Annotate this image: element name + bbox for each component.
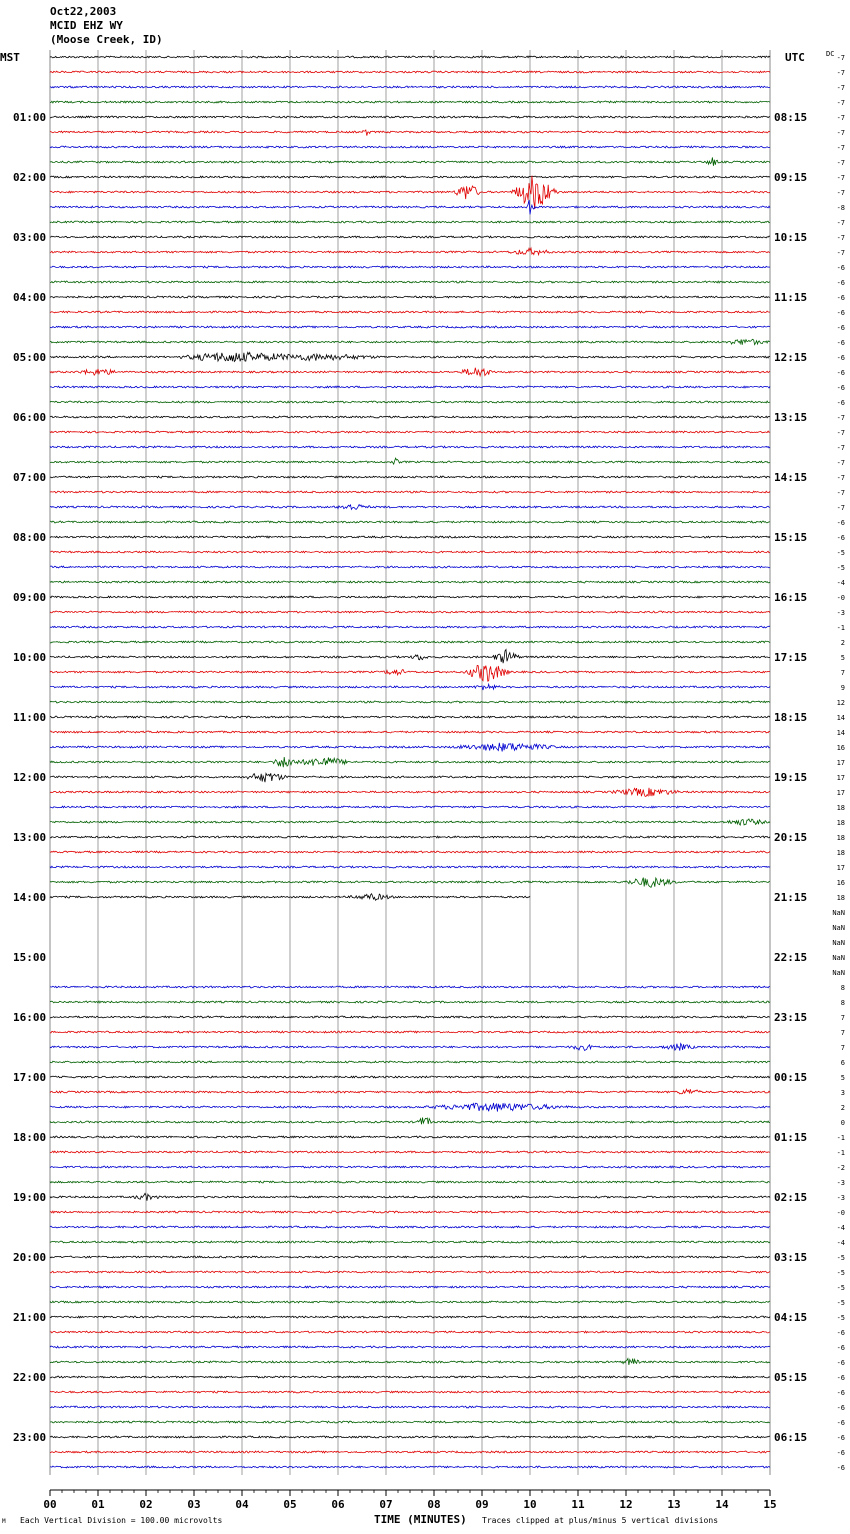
dc-offset-label: 7	[840, 1044, 845, 1052]
mst-hour-label: 08:00	[13, 531, 47, 544]
dc-offset-label: -4	[836, 1239, 845, 1247]
dc-offset-label: -1	[836, 1134, 845, 1142]
dc-offset-label: -5	[836, 1314, 845, 1322]
dc-offset-label: -7	[836, 459, 845, 467]
x-tick-label: 04	[235, 1498, 249, 1511]
x-tick-label: 14	[715, 1498, 729, 1511]
utc-hour-label: 22:15	[774, 951, 808, 964]
utc-hour-label: 08:15	[774, 111, 808, 124]
dc-offset-label: -7	[836, 234, 845, 242]
dc-offset-label: -8	[836, 204, 845, 212]
dc-offset-label: -6	[836, 534, 845, 542]
dc-offset-label: -4	[836, 579, 845, 587]
dc-offset-label: 18	[836, 834, 845, 842]
utc-hour-label: 10:15	[774, 231, 808, 244]
seismic-trace	[50, 611, 770, 613]
dc-offset-label: -7	[836, 429, 845, 437]
dc-offset-label: -7	[836, 249, 845, 257]
dc-offset-label: -6	[836, 1464, 845, 1472]
dc-offset-label: -7	[836, 99, 845, 107]
seismic-trace	[50, 491, 770, 493]
x-tick-label: 10	[523, 1498, 537, 1511]
traces	[50, 56, 770, 1468]
seismic-trace	[50, 221, 770, 223]
mst-hour-label: 03:00	[13, 231, 47, 244]
seismic-trace	[50, 116, 770, 118]
seismic-trace	[50, 566, 770, 568]
dc-offset-label: NaN	[832, 969, 845, 977]
seismic-trace	[50, 743, 770, 752]
mst-hour-label: 16:00	[13, 1011, 47, 1024]
seismic-trace	[50, 352, 770, 361]
dc-offset-label: -7	[836, 504, 845, 512]
seismic-trace	[50, 1151, 770, 1153]
mst-hour-label: 23:00	[13, 1431, 47, 1444]
x-tick-label: 05	[283, 1498, 297, 1511]
dc-offset-label: -6	[836, 309, 845, 317]
dc-offset-label: -4	[836, 1224, 845, 1232]
seismic-trace	[50, 1103, 770, 1112]
seismic-trace	[50, 819, 770, 825]
dc-offset-label: -5	[836, 564, 845, 572]
seismic-trace	[50, 446, 770, 448]
mst-hour-label: 05:00	[13, 351, 47, 364]
mst-hour-label: 04:00	[13, 291, 47, 304]
dc-offset-label: -5	[836, 1299, 845, 1307]
mst-hour-label: 13:00	[13, 831, 47, 844]
seismic-trace	[50, 1466, 770, 1468]
mst-hour-label: 06:00	[13, 411, 47, 424]
dc-offset-label: -2	[836, 1164, 845, 1172]
dc-offset-label: -7	[836, 84, 845, 92]
mst-hour-label: 01:00	[13, 111, 47, 124]
dc-offset-label: -6	[836, 1404, 845, 1412]
dc-offset-label: -7	[836, 489, 845, 497]
seismic-trace	[50, 1451, 770, 1453]
dc-offset-label: -7	[836, 219, 845, 227]
left-axis-title: MST	[0, 51, 20, 64]
utc-hour-label: 04:15	[774, 1311, 808, 1324]
dc-offset-label: -3	[836, 1179, 845, 1187]
utc-hour-label: 13:15	[774, 411, 808, 424]
utc-hour-label: 14:15	[774, 471, 808, 484]
dc-offset-label: -6	[836, 1419, 845, 1427]
dc-offset-label: 0	[840, 1119, 845, 1127]
seismic-trace	[50, 1118, 770, 1125]
header-station: MCID EHZ WY	[50, 19, 123, 32]
dc-offset-label: NaN	[832, 909, 845, 917]
dc-offset-label: -5	[836, 1284, 845, 1292]
seismic-trace	[50, 281, 770, 283]
mst-hour-label: 09:00	[13, 591, 47, 604]
x-tick-label: 15	[763, 1498, 777, 1511]
seismic-trace	[50, 1001, 770, 1003]
dc-offset-label: 12	[836, 699, 845, 707]
x-tick-label: 02	[139, 1498, 153, 1511]
utc-hour-label: 16:15	[774, 591, 808, 604]
utc-hour-label: 01:15	[774, 1131, 808, 1144]
seismic-trace	[50, 176, 770, 209]
utc-hour-label: 03:15	[774, 1251, 808, 1264]
seismic-trace	[50, 1286, 770, 1288]
seismic-trace	[50, 296, 770, 298]
x-axis	[43, 1490, 776, 1511]
seismic-trace	[50, 1016, 770, 1018]
seismic-trace	[50, 157, 770, 165]
dc-offset-label: -6	[836, 1359, 845, 1367]
dc-offset-label: 2	[840, 639, 845, 647]
seismic-trace	[50, 851, 770, 853]
mst-hour-label: 11:00	[13, 711, 47, 724]
seismic-trace	[50, 1181, 770, 1183]
seismic-trace	[50, 1166, 770, 1168]
dc-offset-labels	[832, 54, 845, 1472]
dc-offset-label: 7	[840, 1014, 845, 1022]
utc-hour-label: 19:15	[774, 771, 808, 784]
dc-offset-label: 14	[836, 729, 845, 737]
dc-offset-label: -5	[836, 1269, 845, 1277]
seismic-trace	[50, 1391, 770, 1393]
dc-offset-label: -6	[836, 264, 845, 272]
dc-offset-label: -7	[836, 129, 845, 137]
dc-offset-label: NaN	[832, 954, 845, 962]
x-tick-label: 11	[571, 1498, 585, 1511]
dc-offset-label: -6	[836, 1344, 845, 1352]
dc-offset-label: -6	[836, 1329, 845, 1337]
dc-offset-label: 18	[836, 819, 845, 827]
mst-hour-label: 21:00	[13, 1311, 47, 1324]
dc-offset-label: 16	[836, 879, 845, 887]
seismic-trace	[50, 701, 770, 703]
seismic-trace	[50, 176, 770, 178]
dc-offset-label: 3	[840, 1089, 845, 1097]
seismic-trace	[50, 1331, 770, 1333]
seismic-trace	[50, 866, 770, 868]
seismic-trace	[50, 551, 770, 553]
seismic-trace	[50, 326, 770, 328]
seismic-trace	[50, 1061, 770, 1063]
seismic-trace	[50, 56, 770, 58]
seismic-trace	[50, 401, 770, 403]
seismic-trace	[50, 641, 770, 643]
mst-hour-label: 10:00	[13, 651, 47, 664]
seismic-trace	[50, 1136, 770, 1138]
seismic-trace	[50, 505, 770, 510]
dc-offset-label: 17	[836, 759, 845, 767]
seismic-trace	[50, 1226, 770, 1228]
seismic-trace	[50, 71, 770, 73]
dc-offset-label: 5	[840, 1074, 845, 1082]
seismic-trace	[50, 416, 770, 418]
seismic-trace	[50, 1359, 770, 1365]
seismic-trace	[50, 130, 770, 136]
dc-offset-label: 7	[840, 669, 845, 677]
dc-offset-label: -0	[836, 1209, 845, 1217]
seismic-trace	[50, 200, 770, 215]
seismic-trace	[50, 757, 770, 767]
dc-offset-label: NaN	[832, 939, 845, 947]
utc-hour-label: 17:15	[774, 651, 808, 664]
dc-offset-label: -6	[836, 354, 845, 362]
seismic-trace	[50, 716, 770, 718]
dc-offset-label: 2	[840, 1104, 845, 1112]
seismic-trace	[50, 581, 770, 583]
seismic-trace	[50, 1044, 770, 1051]
header-location: (Moose Creek, ID)	[50, 33, 163, 46]
dc-offset-label: -6	[836, 399, 845, 407]
dc-offset-label: -6	[836, 1434, 845, 1442]
dc-offset-label: 7	[840, 1029, 845, 1037]
right-axis-title: UTC	[785, 51, 805, 64]
seismic-trace	[50, 368, 770, 376]
utc-hour-label: 20:15	[774, 831, 808, 844]
dc-offset-label: -5	[836, 549, 845, 557]
seismic-trace	[50, 773, 770, 782]
dc-offset-label: 8	[840, 999, 845, 1007]
utc-hour-label: 15:15	[774, 531, 808, 544]
dc-offset-label: -7	[836, 414, 845, 422]
mst-hour-label: 15:00	[13, 951, 47, 964]
seismic-trace	[50, 1376, 770, 1378]
seismic-trace	[50, 1346, 770, 1348]
dc-offset-label: -7	[836, 189, 845, 197]
seismic-trace	[50, 339, 770, 345]
seismic-trace	[50, 146, 770, 148]
utc-hour-label: 06:15	[774, 1431, 808, 1444]
utc-hour-label: 18:15	[774, 711, 808, 724]
mst-hour-label: 14:00	[13, 891, 47, 904]
dc-offset-label: -3	[836, 1194, 845, 1202]
dc-offset-label: -6	[836, 339, 845, 347]
dc-offset-label: -6	[836, 384, 845, 392]
seismic-trace	[50, 521, 770, 523]
seismic-trace	[50, 86, 770, 88]
mst-hour-label: 02:00	[13, 171, 47, 184]
dc-offset-label: 18	[836, 849, 845, 857]
seismic-trace	[50, 1211, 770, 1213]
dc-offset-label: -6	[836, 1374, 845, 1382]
corner-mark: M	[2, 1518, 6, 1525]
dc-offset-label: 9	[840, 684, 845, 692]
mst-hour-label: 19:00	[13, 1191, 47, 1204]
mst-hour-label: 20:00	[13, 1251, 47, 1264]
seismic-trace	[50, 458, 770, 464]
seismic-trace	[50, 476, 770, 478]
seismic-trace	[50, 986, 770, 988]
dc-offset-label: -7	[836, 54, 845, 62]
dc-offset-label: 17	[836, 774, 845, 782]
dc-offset-label: -7	[836, 174, 845, 182]
dc-offset-label: -7	[836, 159, 845, 167]
dc-offset-label: -5	[836, 1254, 845, 1262]
dc-title: DC	[826, 50, 835, 58]
seismic-trace	[50, 536, 770, 538]
seismic-trace	[50, 1316, 770, 1318]
dc-offset-label: -6	[836, 1389, 845, 1397]
x-axis-title: TIME (MINUTES)	[374, 1513, 467, 1526]
dc-offset-label: 8	[840, 984, 845, 992]
dc-offset-label: -1	[836, 1149, 845, 1157]
seismic-trace	[50, 1241, 770, 1243]
x-tick-label: 08	[427, 1498, 441, 1511]
dc-offset-label: 14	[836, 714, 845, 722]
seismic-trace	[50, 431, 770, 433]
dc-offset-label: 18	[836, 804, 845, 812]
seismic-trace	[50, 788, 770, 797]
dc-offset-label: -7	[836, 114, 845, 122]
utc-hour-label: 02:15	[774, 1191, 808, 1204]
header-date: Oct22,2003	[50, 5, 117, 18]
dc-offset-label: 18	[836, 894, 845, 902]
utc-hour-label: 12:15	[774, 351, 808, 364]
seismic-trace	[50, 1436, 770, 1438]
seismic-trace	[50, 878, 770, 888]
x-tick-label: 09	[475, 1498, 489, 1511]
scale-note: Each Vertical Division = 100.00 microvolts	[20, 1516, 223, 1525]
dc-offset-label: NaN	[832, 924, 845, 932]
x-tick-label: 03	[187, 1498, 201, 1511]
utc-hour-label: 21:15	[774, 891, 808, 904]
seismic-trace	[50, 1271, 770, 1273]
dc-offset-label: -7	[836, 444, 845, 452]
seismic-trace	[50, 101, 770, 103]
seismic-trace	[50, 1256, 770, 1258]
utc-hour-label: 11:15	[774, 291, 808, 304]
seismic-trace	[50, 665, 770, 681]
dc-offset-label: 5	[840, 654, 845, 662]
mst-hour-label: 22:00	[13, 1371, 47, 1384]
mst-hour-label: 12:00	[13, 771, 47, 784]
seismic-trace	[50, 248, 770, 255]
seismic-trace	[50, 1301, 770, 1303]
dc-offset-label: 16	[836, 744, 845, 752]
seismic-trace	[50, 1421, 770, 1423]
dc-offset-label: 17	[836, 864, 845, 872]
utc-hour-label: 23:15	[774, 1011, 808, 1024]
dc-offset-label: -7	[836, 474, 845, 482]
dc-offset-label: -6	[836, 279, 845, 287]
dc-offset-label: -6	[836, 369, 845, 377]
seismic-trace	[50, 386, 770, 388]
clip-note: Traces clipped at plus/minus 5 vertical divisions	[482, 1516, 719, 1525]
dc-offset-label: 6	[840, 1059, 845, 1067]
dc-offset-label: -6	[836, 294, 845, 302]
seismic-trace	[50, 650, 770, 664]
dc-offset-label: -7	[836, 69, 845, 77]
dc-offset-label: -6	[836, 519, 845, 527]
seismic-trace	[50, 1406, 770, 1408]
x-tick-label: 00	[43, 1498, 57, 1511]
seismic-trace	[50, 806, 770, 808]
utc-hour-label: 00:15	[774, 1071, 808, 1084]
x-tick-label: 12	[619, 1498, 633, 1511]
dc-offset-label: -1	[836, 624, 845, 632]
dc-offset-label: -3	[836, 609, 845, 617]
seismic-trace	[50, 1089, 770, 1094]
seismic-trace	[50, 1031, 770, 1033]
x-tick-label: 07	[379, 1498, 393, 1511]
dc-offset-label: 17	[836, 789, 845, 797]
seismic-trace	[50, 1076, 770, 1078]
dc-offset-label: -7	[836, 144, 845, 152]
dc-offset-label: -6	[836, 1449, 845, 1457]
seismic-trace	[50, 596, 770, 598]
x-tick-label: 01	[91, 1498, 105, 1511]
seismic-trace	[50, 236, 770, 238]
seismic-trace	[50, 311, 770, 313]
seismic-trace	[50, 266, 770, 268]
seismic-trace	[50, 684, 770, 690]
x-tick-label: 06	[331, 1498, 345, 1511]
x-tick-label: 13	[667, 1498, 681, 1511]
mst-hour-label: 07:00	[13, 471, 47, 484]
seismic-trace	[50, 731, 770, 733]
utc-hour-label: 05:15	[774, 1371, 808, 1384]
mst-hour-label: 17:00	[13, 1071, 47, 1084]
seismic-trace	[50, 1193, 770, 1200]
mst-hour-label: 18:00	[13, 1131, 47, 1144]
seismic-trace	[50, 626, 770, 628]
dc-offset-label: -0	[836, 594, 845, 602]
utc-hour-label: 09:15	[774, 171, 808, 184]
dc-offset-label: -6	[836, 324, 845, 332]
seismic-trace	[50, 836, 770, 838]
